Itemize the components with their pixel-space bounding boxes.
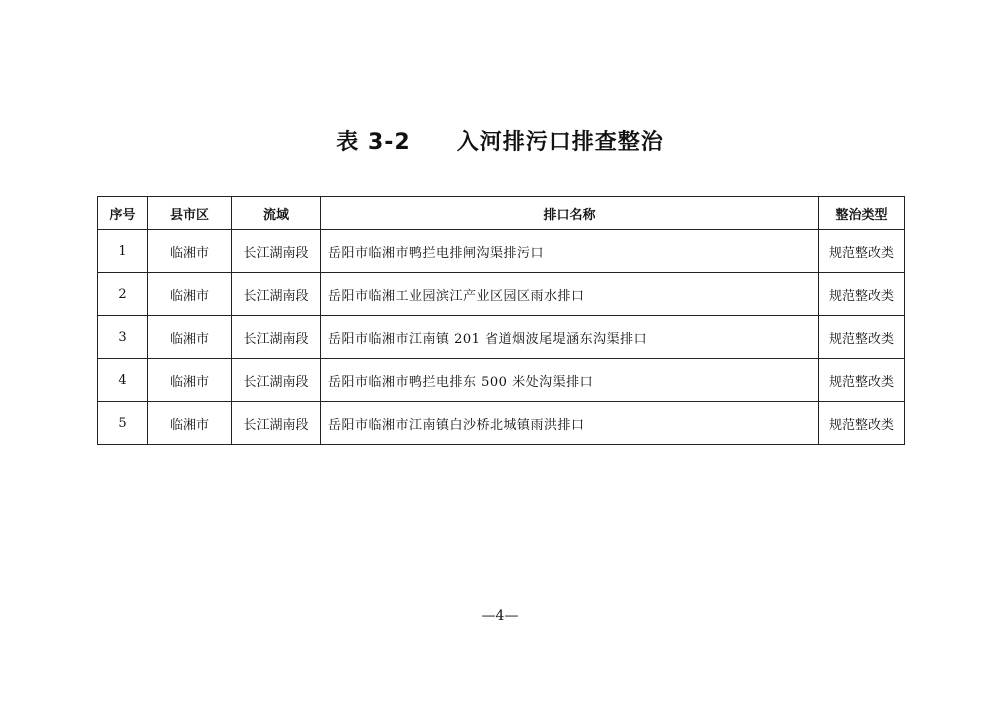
table-header-row xyxy=(98,197,905,230)
cell-rectification-type: 规范整改类 xyxy=(819,273,905,316)
table-row xyxy=(98,230,905,273)
document-title: 表 3-2 入河排污口排查整治 xyxy=(336,130,664,155)
cell-outfall-name: 岳阳市临湘工业园滨江产业区园区雨水排口 xyxy=(321,273,819,316)
cell-county: 临湘市 xyxy=(148,273,232,316)
table-row xyxy=(98,273,905,316)
cell-rectification-type: 规范整改类 xyxy=(819,230,905,273)
cell-outfall-name: 岳阳市临湘市江南镇 201 省道烟波尾堤涵东沟渠排口 xyxy=(321,316,819,359)
cell-index: 5 xyxy=(98,402,148,445)
cell-basin: 长江湖南段 xyxy=(232,230,321,273)
cell-county: 临湘市 xyxy=(148,316,232,359)
cell-index: 1 xyxy=(98,230,148,273)
cell-rectification-type: 规范整改类 xyxy=(819,359,905,402)
cell-county: 临湘市 xyxy=(148,230,232,273)
cell-outfall-name: 岳阳市临湘市鸭拦电排东 500 米处沟渠排口 xyxy=(321,359,819,402)
table-row xyxy=(98,359,905,402)
header-outfall-name: 排口名称 xyxy=(321,197,819,230)
cell-basin: 长江湖南段 xyxy=(232,316,321,359)
header-county: 县市区 xyxy=(148,197,232,230)
table-row xyxy=(98,402,905,445)
cell-outfall-name: 岳阳市临湘市江南镇白沙桥北城镇雨洪排口 xyxy=(321,402,819,445)
table-row xyxy=(98,316,905,359)
cell-basin: 长江湖南段 xyxy=(232,273,321,316)
outfall-table xyxy=(97,196,905,445)
cell-county: 临湘市 xyxy=(148,402,232,445)
cell-index: 4 xyxy=(98,359,148,402)
header-basin: 流域 xyxy=(232,197,321,230)
cell-county: 临湘市 xyxy=(148,359,232,402)
page-number: —4— xyxy=(481,608,519,624)
header-rectification-type: 整治类型 xyxy=(819,197,905,230)
header-index: 序号 xyxy=(98,197,148,230)
cell-rectification-type: 规范整改类 xyxy=(819,316,905,359)
cell-rectification-type: 规范整改类 xyxy=(819,402,905,445)
cell-basin: 长江湖南段 xyxy=(232,402,321,445)
cell-index: 2 xyxy=(98,273,148,316)
cell-basin: 长江湖南段 xyxy=(232,359,321,402)
cell-index: 3 xyxy=(98,316,148,359)
cell-outfall-name: 岳阳市临湘市鸭拦电排闸沟渠排污口 xyxy=(321,230,819,273)
